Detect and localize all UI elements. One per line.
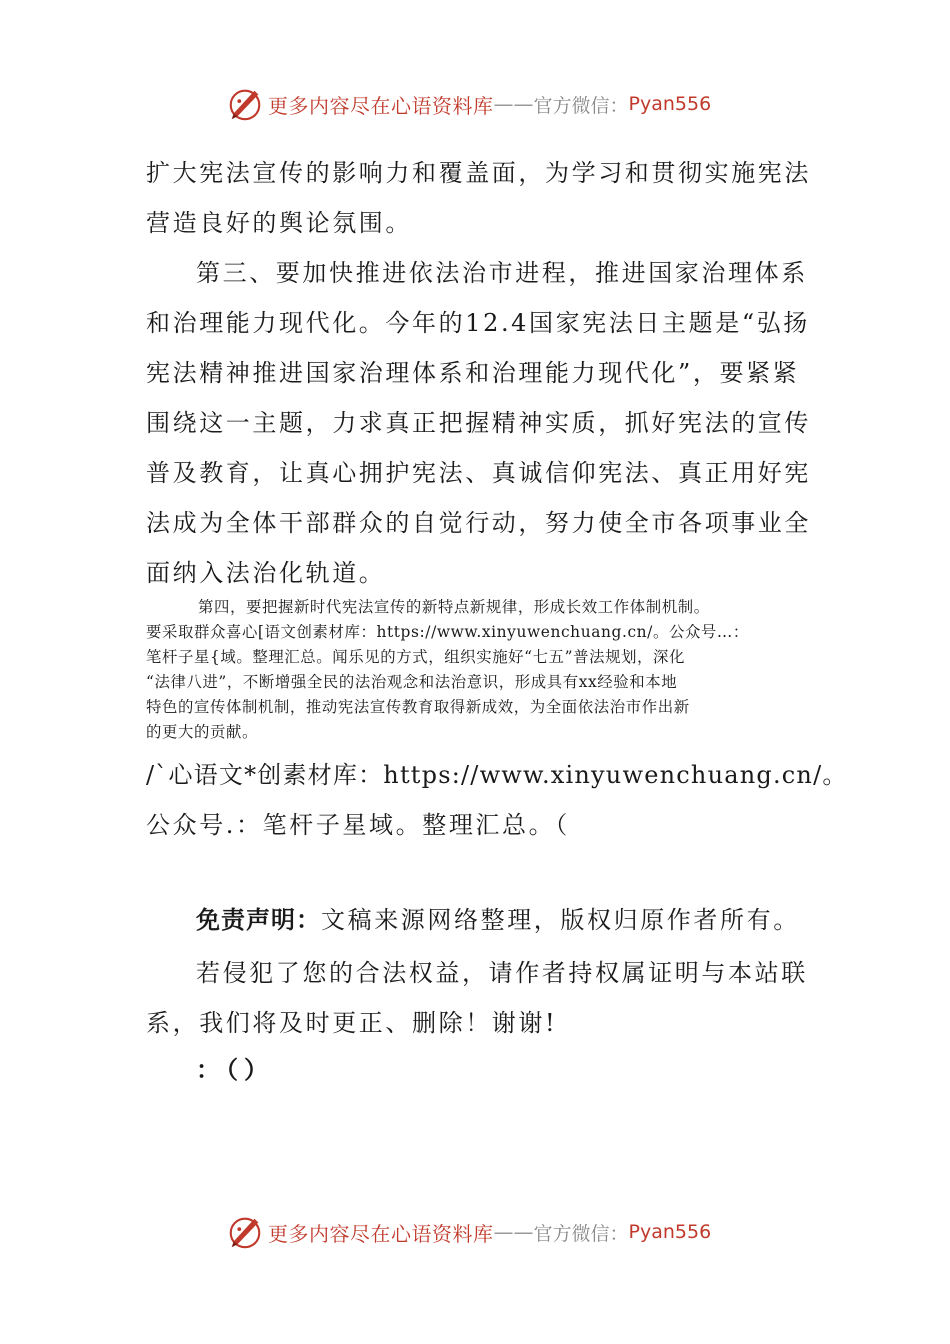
body-line: 第三、要加快推进依法治市进程，推进国家治理体系 bbox=[196, 259, 808, 287]
small-line: 特色的宣传体制机制，推动宪法宣传教育取得新成效，为全面依法治市作出新 bbox=[146, 698, 690, 716]
disclaimer-text: 文稿来源网络整理，版权归原作者所有。 bbox=[321, 906, 800, 934]
banner-contact-label: 官方微信： bbox=[533, 1222, 629, 1245]
pen-logo-icon bbox=[226, 85, 264, 123]
banner-contact-label: 官方微信： bbox=[533, 94, 629, 117]
source-line: 公众号.：笔杆子星域。整理汇总。（ bbox=[146, 811, 570, 839]
banner-dash: —— bbox=[493, 1220, 534, 1244]
body-line: 普及教育，让真心拥护宪法、真诚信仰宪法、真正用好宪 bbox=[146, 459, 811, 487]
disclaimer-trailing: ：（） bbox=[196, 1056, 274, 1084]
body-line: 和治理能力现代化。今年的12.4国家宪法日主题是“弘扬 bbox=[146, 309, 810, 337]
small-line: 要采取群众喜心[语文创素材库：https://www.xinyuwenchuang.cn/。公众号…： bbox=[146, 623, 749, 641]
small-line: 笔杆子星{域。整理汇总。闻乐见的方式，组织实施好“七五”普法规划，深化 bbox=[146, 648, 686, 666]
small-line: 的更大的贡献。 bbox=[146, 723, 258, 741]
banner-contact-id: Pyan556 bbox=[628, 1221, 712, 1243]
pen-logo-icon bbox=[226, 1213, 264, 1251]
banner-slogan: 更多内容尽在心语资料库 bbox=[268, 1221, 494, 1246]
small-line: “法律八进”，不断增强全民的法治观念和法治意识，形成具有xx经验和本地 bbox=[146, 673, 678, 691]
footer-banner bbox=[226, 1210, 746, 1254]
body-line: 营造良好的舆论氛围。 bbox=[146, 209, 412, 237]
disclaimer-line-3: 系，我们将及时更正、删除！谢谢! bbox=[146, 1009, 558, 1037]
banner-dash: —— bbox=[493, 92, 534, 116]
body-line: 法成为全体干部群众的自觉行动，努力使全市各项事业全 bbox=[146, 509, 811, 537]
body-line: 扩大宪法宣传的影响力和覆盖面，为学习和贯彻实施宪法 bbox=[146, 159, 811, 187]
disclaimer-label: 免责声明： bbox=[196, 906, 321, 934]
body-line: 面纳入法治化轨道。 bbox=[146, 559, 386, 587]
source-line: /`心语文*创素材库：https://www.xinyuwenchuang.cn/。 bbox=[146, 761, 848, 789]
banner-contact-id: Pyan556 bbox=[628, 93, 712, 115]
disclaimer-line-1 bbox=[196, 900, 800, 935]
small-line: 第四，要把握新时代宪法宣传的新特点新规律，形成长效工作体制机制。 bbox=[198, 598, 710, 616]
banner-slogan: 更多内容尽在心语资料库 bbox=[268, 93, 494, 118]
header-banner bbox=[226, 82, 746, 126]
body-line: 围绕这一主题，力求真正把握精神实质，抓好宪法的宣传 bbox=[146, 409, 811, 437]
body-line: 宪法精神推进国家治理体系和治理能力现代化”，要紧紧 bbox=[146, 359, 800, 387]
disclaimer-line-2: 若侵犯了您的合法权益，请作者持权属证明与本站联 bbox=[196, 959, 808, 987]
